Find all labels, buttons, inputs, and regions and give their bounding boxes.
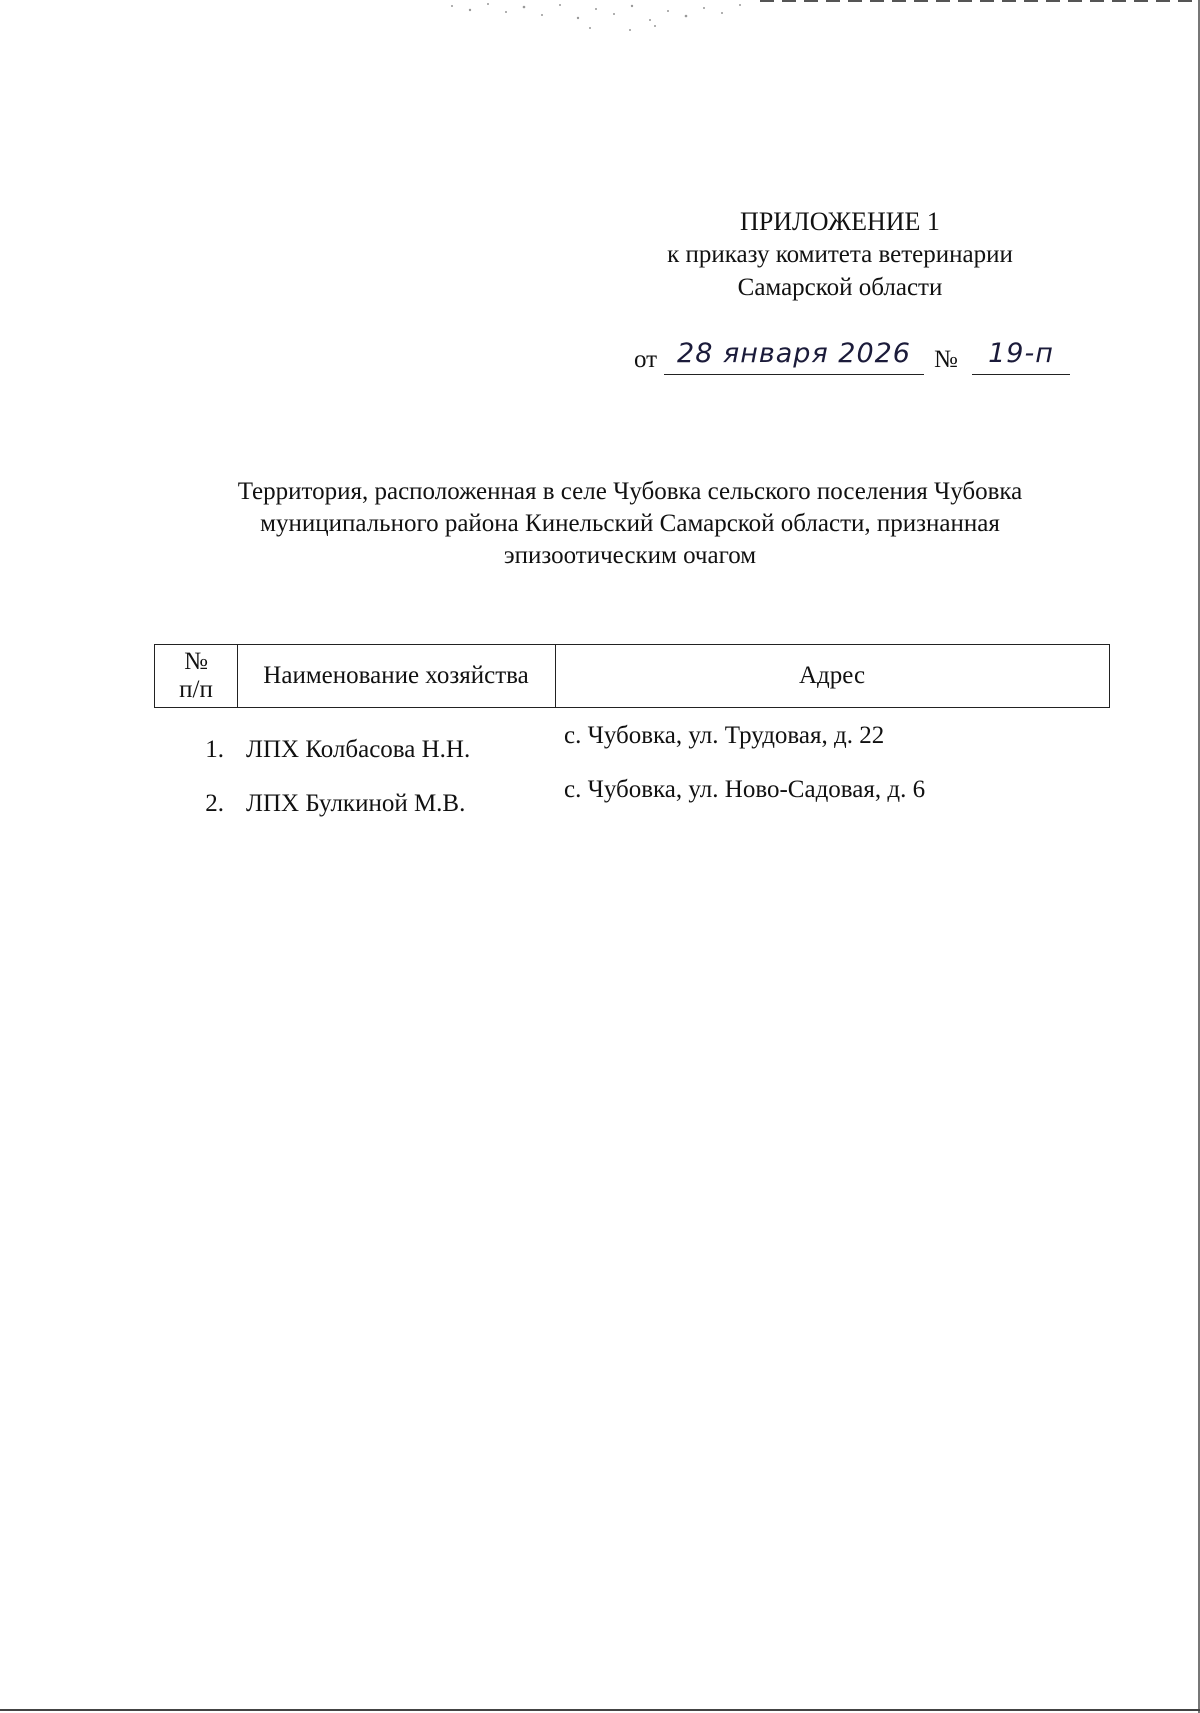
number-field <box>972 338 1070 375</box>
from-label: от <box>634 346 658 373</box>
scan-edge-bottom <box>0 1709 1200 1711</box>
row-number: 2. <box>205 790 224 817</box>
handwritten-number: 19-п <box>988 338 1054 369</box>
column-header-name: Наименование хозяйства <box>237 645 556 707</box>
farm-name: ЛПХ Колбасова Н.Н. <box>246 736 471 763</box>
document-title-line-1: Территория, расположенная в селе Чубовка сельского поселения Чубовка <box>237 478 1023 505</box>
row-number: 1. <box>205 736 224 763</box>
scan-noise <box>440 0 760 40</box>
farm-address: с. Чубовка, ул. Трудовая, д. 22 <box>564 722 885 749</box>
table-row <box>154 776 1110 830</box>
scan-edge-top <box>760 0 1200 2</box>
appendix-line-order: к приказу комитета ветеринарии <box>667 241 1013 268</box>
date-field <box>664 338 924 375</box>
column-header-address: Адрес <box>798 662 866 689</box>
document-title-line-3: эпизоотическим очагом <box>503 542 757 569</box>
column-header-number-sign: № <box>184 648 208 675</box>
document-title-line-2: муниципального района Кинельский Самарской области, признанная <box>260 510 1000 537</box>
appendix-line-region: Самарской области <box>737 274 943 301</box>
farm-name: ЛПХ Булкиной М.В. <box>246 790 466 817</box>
document-title <box>190 476 1070 572</box>
appendix-title: ПРИЛОЖЕНИЕ 1 <box>740 207 940 236</box>
table-body <box>154 722 1110 830</box>
handwritten-date: 28 января 2026 <box>677 338 911 369</box>
column-header-number-abbr: п/п <box>179 676 213 703</box>
appendix-header <box>640 205 1040 304</box>
table-row <box>154 722 1110 776</box>
farm-address: с. Чубовка, ул. Ново-Садовая, д. 6 <box>564 776 926 803</box>
column-header-number <box>155 645 238 707</box>
number-label: № <box>934 346 958 373</box>
table-header <box>154 644 1110 708</box>
